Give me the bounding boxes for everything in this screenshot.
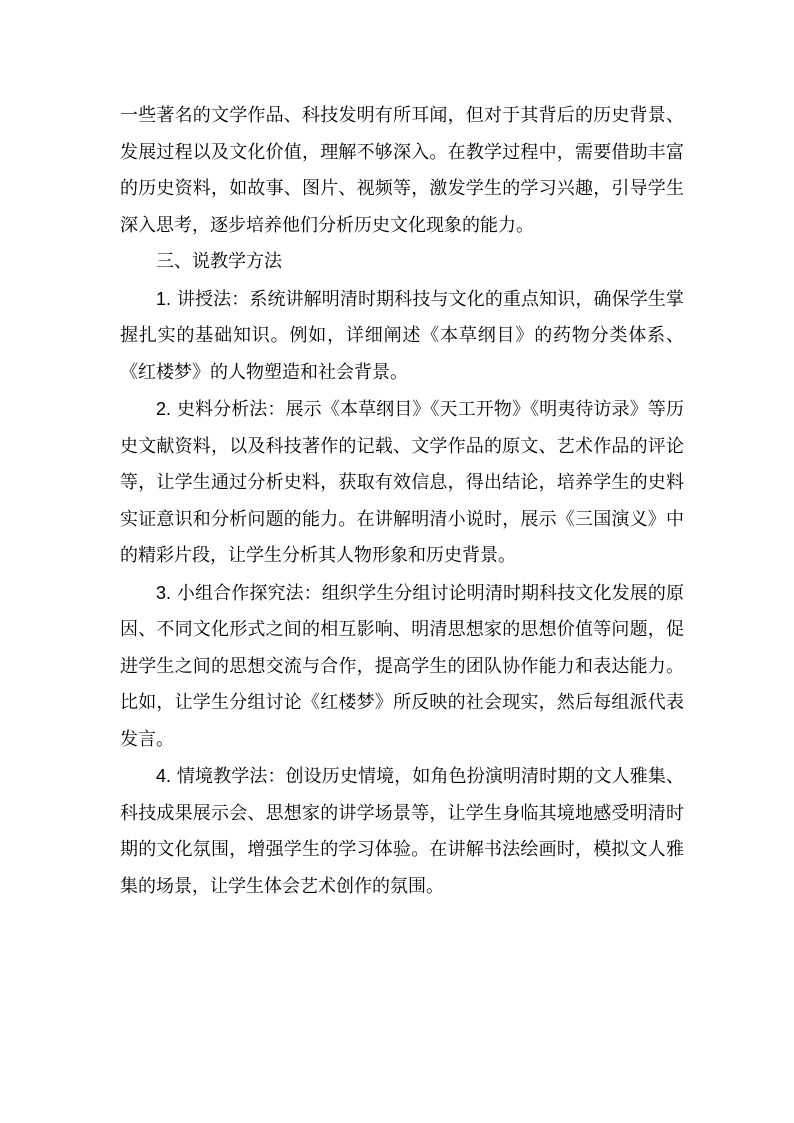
method-text: 情境教学法：创设历史情境，如角色扮演明清时期的文人雅集、科技成果展示会、思想家的讲学场景等，让学生身临其境地感受明清时期的文化氛围，增强学生的学习体验。在讲解书法绘画时，模拟文人雅集的场景，让学生体会艺术创作的氛围。 [120,766,684,897]
method-item-source-analysis [120,391,684,575]
method-number: 2. [156,399,172,419]
method-text: 史料分析法：展示《本草纲目》《天工开物》《明夷待访录》等历史文献资料，以及科技著作的记载、文学作品的原文、艺术作品的评论等，让学生通过分析史料，获取有效信息，得出结论，培养学生的史料实证意识和分析问题的能力。在讲解明清小说时，展示《三国演义》中的精彩片段，让学生分析其人物形象和历史背景。 [120,399,684,566]
section-heading: 三、说教学方法 [156,251,282,272]
document-page [120,98,684,905]
method-item-lecture [120,281,684,392]
method-number: 1. [156,288,172,309]
method-item-situational [120,758,684,905]
method-text: 讲授法：系统讲解明清时期科技与文化的重点知识，确保学生掌握扎实的基础知识。例如，详细阐述《本草纲目》的药物分类体系、《红楼梦》的人物塑造和社会背景。 [120,288,684,383]
method-number: 3. [156,582,172,603]
intro-paragraph: 一些著名的文学作品、科技发明有所耳闻，但对于其背后的历史背景、发展过程以及文化价值，理解不够深入。在教学过程中，需要借助丰富的历史资料，如故事、图片、视频等，激发学生的学习兴趣，引导学生深入思考，逐步培养他们分析历史文化现象的能力。 [120,105,684,236]
method-text: 小组合作探究法：组织学生分组讨论明清时期科技文化发展的原因、不同文化形式之间的相互影响、明清思想家的思想价值等问题，促进学生之间的思想交流与合作，提高学生的团队协作能力和表达能力。比如，让学生分组讨论《红楼梦》所反映的社会现实，然后每组派代表发言。 [120,582,684,750]
method-number: 4. [156,766,172,786]
method-item-group-inquiry [120,575,684,759]
